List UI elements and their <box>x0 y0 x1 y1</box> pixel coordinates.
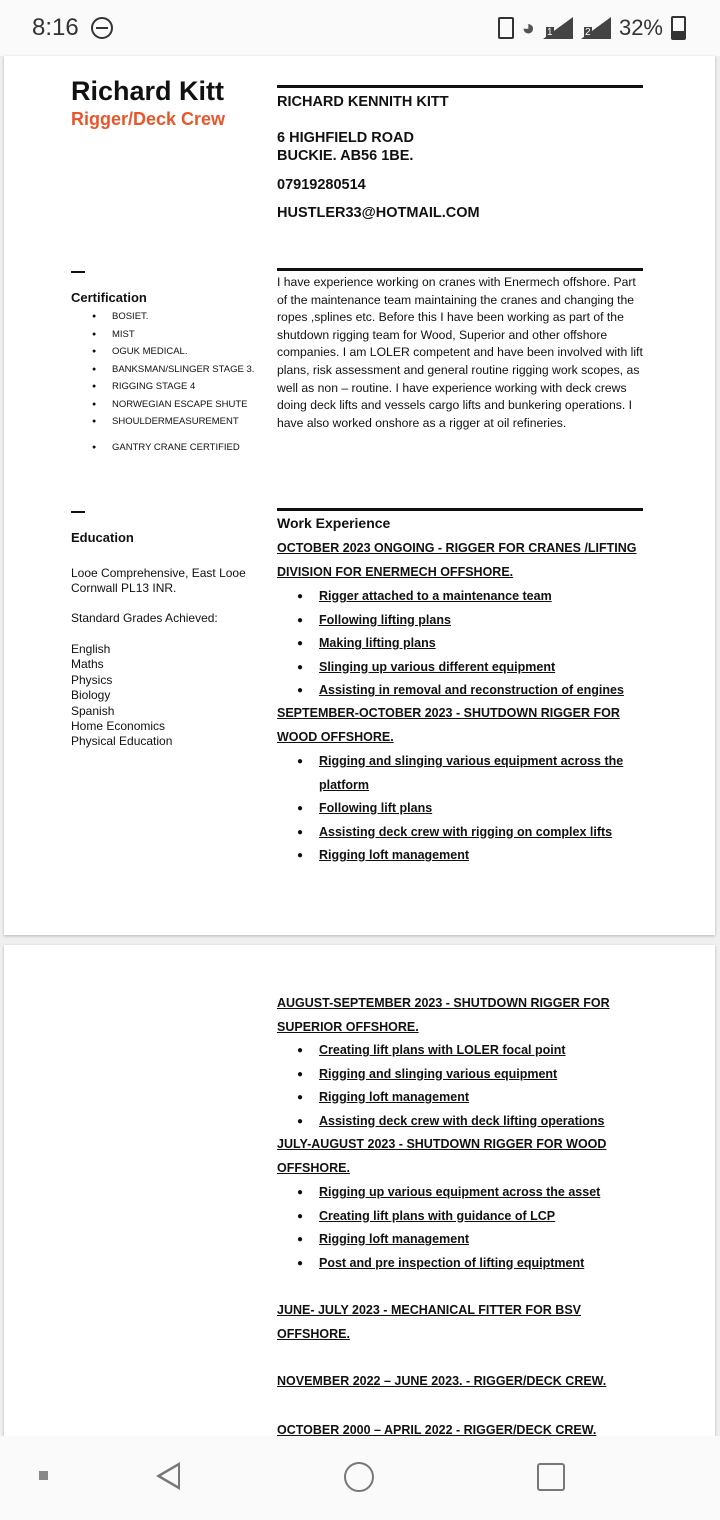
list-item: ● Assisting deck crew with rigging on complex lifts <box>297 821 627 845</box>
list-item: ● Creating lift plans with guidance of LCP <box>297 1205 627 1229</box>
list-item: Biology <box>71 688 111 703</box>
section-rule <box>277 508 643 511</box>
home-button[interactable] <box>344 1462 374 1492</box>
list-item: ● RIGGING STAGE 4 <box>92 378 254 396</box>
recent-apps-button[interactable] <box>537 1463 565 1491</box>
wifi-icon: ◕ <box>521 15 535 40</box>
list-item: ● MIST <box>92 326 254 344</box>
signal-sim1-icon: 1 <box>543 17 573 39</box>
certification-list <box>92 308 254 456</box>
work-experience-title: Work Experience <box>277 515 391 531</box>
list-item: Spanish <box>71 703 115 718</box>
back-button[interactable] <box>156 1462 180 1490</box>
job-heading: JUNE- JULY 2023 - MECHANICAL FITTER FOR BSV OFFSHORE. <box>277 1303 581 1341</box>
list-item: ● Rigging up various equipment across the asset <box>297 1181 627 1205</box>
job-bullets <box>297 1039 627 1133</box>
document-page-1[interactable] <box>4 56 715 935</box>
subject-list <box>71 642 172 750</box>
list-item: ● Rigging loft management <box>297 1228 627 1252</box>
section-rule <box>277 85 643 88</box>
phone: 07919280514 <box>277 177 366 193</box>
battery-icon <box>671 16 686 40</box>
list-item: ● Post and pre inspection of lifting equiptment <box>297 1252 627 1276</box>
job-heading: AUGUST-SEPTEMBER 2023 - SHUTDOWN RIGGER FOR SUPERIOR OFFSHORE. <box>277 996 610 1034</box>
list-item: ● Following lift plans <box>297 797 627 821</box>
job-bullets <box>297 585 627 703</box>
job-heading: SEPTEMBER-OCTOBER 2023 - SHUTDOWN RIGGER FOR WOOD OFFSHORE. <box>277 706 620 744</box>
list-item: ● Rigging loft management <box>297 844 627 868</box>
list-item: Home Economics <box>71 719 166 734</box>
list-item: ● BANKSMAN/SLINGER STAGE 3. <box>92 361 254 379</box>
grades-label: Standard Grades Achieved: <box>71 611 218 625</box>
vibrate-icon <box>498 17 514 39</box>
status-time: 8:16 <box>32 14 79 41</box>
job-heading: NOVEMBER 2022 – JUNE 2023. - RIGGER/DECK CREW. <box>277 1374 607 1388</box>
signal-sim2-icon: 2 <box>581 17 611 39</box>
list-item: Physical Education <box>71 734 173 749</box>
list-item: ● NORWEGIAN ESCAPE SHUTE <box>92 396 254 414</box>
section-rule <box>277 268 643 271</box>
summary-text: I have experience working on cranes with Enermech offshore. Part of the maintenance team maintaining the cranes and changing the ropes ,splines etc. Before this I have been working as part of the shutdown rigging team for Wood, Superior and other offshore companies. I am LOLER competent and have been involved with lift plans, risk assessment and general routine rigging work scopes, as well as non – routine. I have experience working with deck crews doing deck lifts and vessels cargo lifts and bunkering operations. I have also worked onshore as a rigger at oil refineries. <box>277 275 643 430</box>
list-item: ● GANTRY CRANE CERTIFIED <box>92 439 254 457</box>
list-item: English <box>71 642 111 656</box>
list-item: Physics <box>71 672 113 687</box>
resume-role: Rigger/Deck Crew <box>71 109 226 129</box>
address-line2: BUCKIE. AB56 1BE. <box>277 148 414 164</box>
full-name: RICHARD KENNITH KITT <box>277 94 449 110</box>
job-heading: JULY-AUGUST 2023 - SHUTDOWN RIGGER FOR WOOD OFFSHORE. <box>277 1137 607 1175</box>
list-item: ● Making lifting plans <box>297 632 627 656</box>
list-item: ● Assisting deck crew with deck lifting operations <box>297 1110 627 1134</box>
section-dash <box>71 271 85 273</box>
list-item: ● Assisting in removal and reconstruction of engines <box>297 679 627 703</box>
email: HUSTLER33@HOTMAIL.COM <box>277 205 480 221</box>
list-item: ● Slinging up various different equipment <box>297 656 627 680</box>
status-bar <box>0 0 720 56</box>
list-item: ● Creating lift plans with LOLER focal point <box>297 1039 627 1063</box>
list-item: Maths <box>71 657 104 672</box>
list-item: ● Following lifting plans <box>297 609 627 633</box>
list-item: ● OGUK MEDICAL. <box>92 343 254 361</box>
education-title: Education <box>71 530 134 545</box>
job-bullets <box>297 750 627 868</box>
list-item: ● Rigging loft management <box>297 1086 627 1110</box>
job-heading: OCTOBER 2000 – APRIL 2022 - RIGGER/DECK CREW. <box>277 1423 597 1436</box>
school-line2: Cornwall PL13 INR. <box>71 581 177 595</box>
list-item: ● Rigging and slinging various equipment across the platform <box>297 750 627 797</box>
list-item: ● SHOULDERMEASUREMENT <box>92 413 254 431</box>
job-bullets <box>297 1181 627 1275</box>
resume-name: Richard Kitt <box>71 76 225 106</box>
job-heading: OCTOBER 2023 ONGOING - RIGGER FOR CRANES /LIFTING DIVISION FOR ENERMECH OFFSHORE. <box>277 541 637 579</box>
battery-percent: 32% <box>618 15 663 40</box>
certification-title: Certification <box>71 290 147 305</box>
school-line1: Looe Comprehensive, East Looe <box>71 566 246 580</box>
do-not-disturb-icon <box>91 17 113 39</box>
document-page-2[interactable] <box>4 945 715 1436</box>
list-item: ● Rigger attached to a maintenance team <box>297 585 627 609</box>
list-item: ● BOSIET. <box>92 308 254 326</box>
menu-dot-icon[interactable] <box>39 1471 48 1480</box>
address-line1: 6 HIGHFIELD ROAD <box>277 130 414 146</box>
section-dash <box>71 511 85 513</box>
list-item: ● Rigging and slinging various equipment <box>297 1063 627 1087</box>
